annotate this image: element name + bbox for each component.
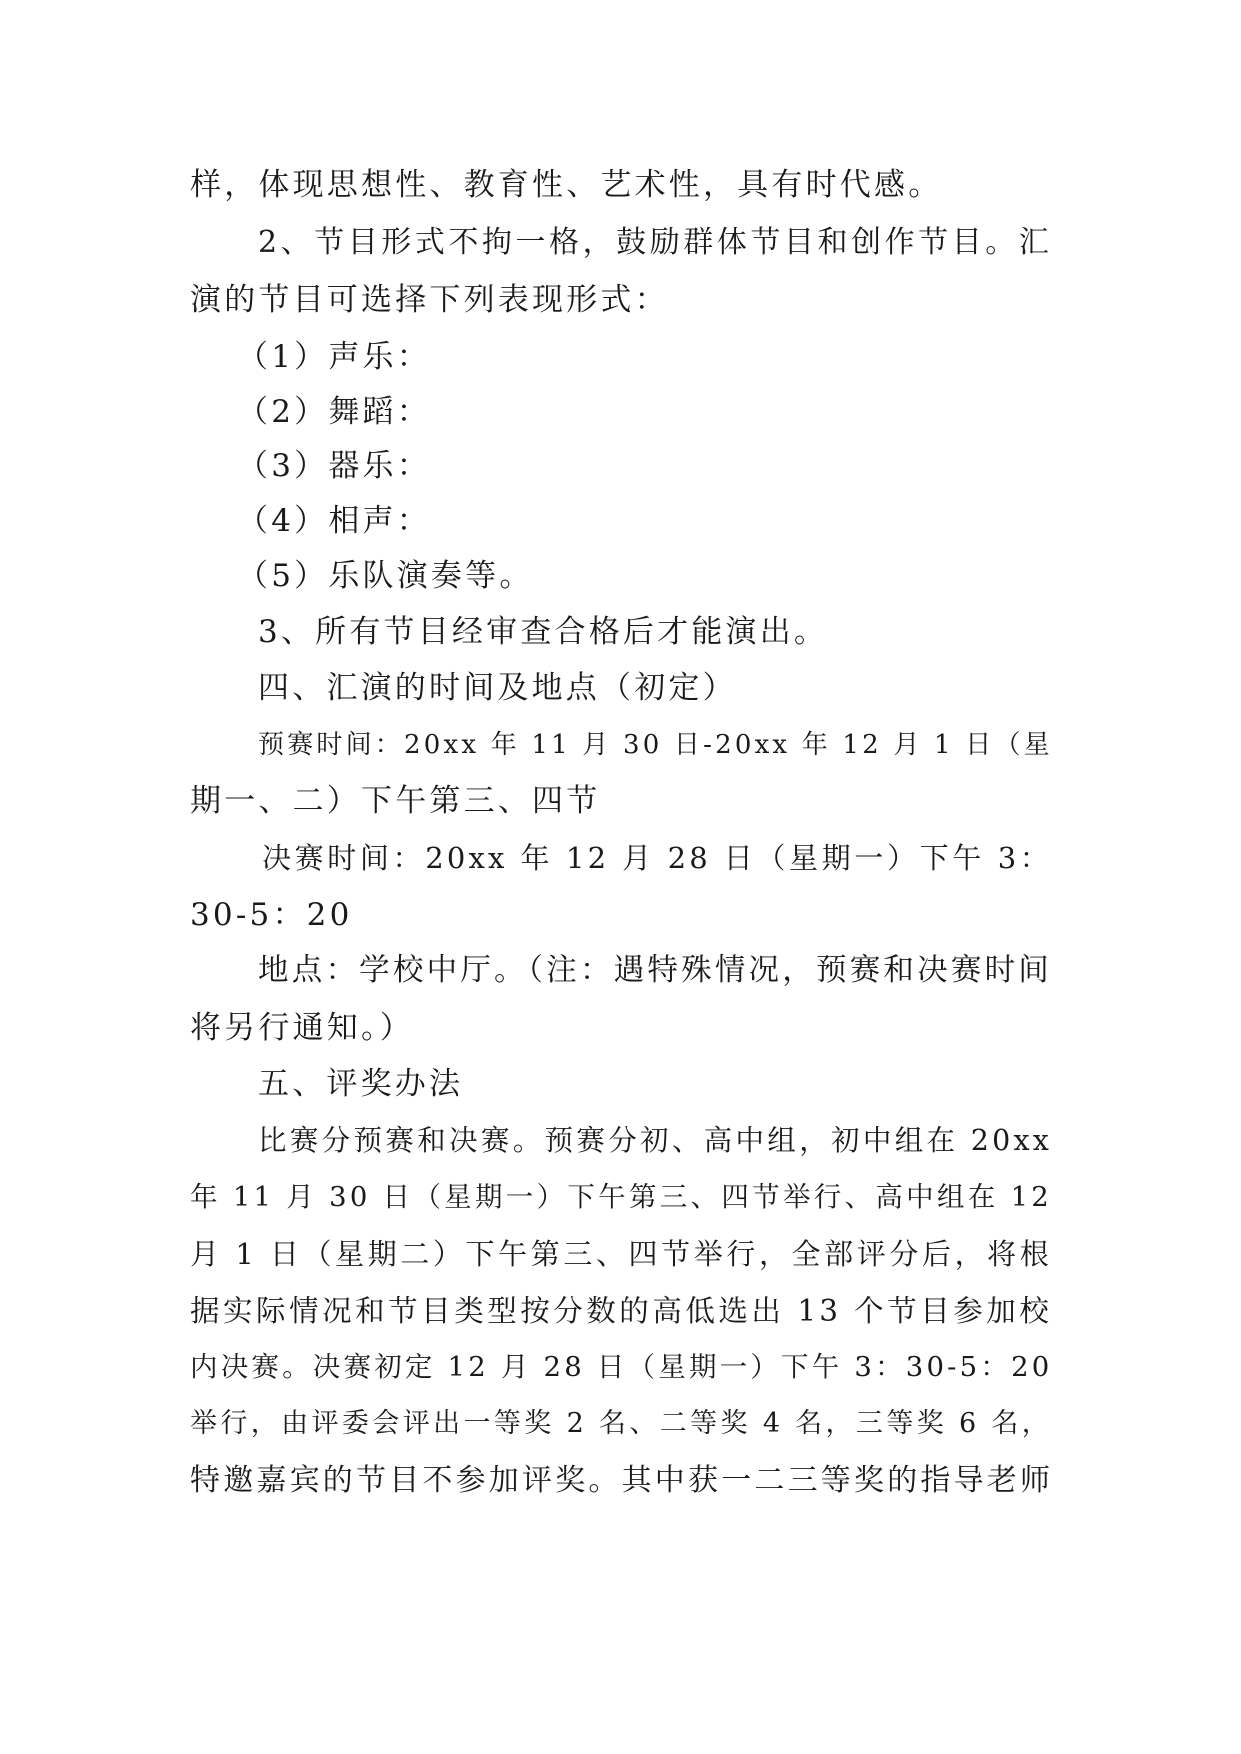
text-line: 特邀嘉宾的节目不参加评奖。其中获一二三等奖的指导老师 [190,1463,1054,1498]
text-line: 决赛时间：20xx 年 12 月 28 日（星期一）下午 3： [262,841,1052,875]
text-line: 2、节目形式不拘一格，鼓励群体节目和创作节目。汇 [258,225,1052,260]
section-heading: 四、汇演的时间及地点（初定） [258,670,737,706]
list-item: （2）舞蹈： [237,394,431,430]
text-line: 预赛时间：20xx 年 11 月 30 日-20xx 年 12 月 1 日（星 [258,730,1053,760]
list-item: （4）相声： [237,503,431,539]
text-line: 举行，由评委会评出一等奖 2 名、二等奖 4 名，三等奖 6 名， [190,1408,1052,1439]
text-line: 将另行通知。） [190,1010,414,1046]
list-item: （1）声乐： [237,339,431,375]
text-line: 3、所有节目经审查合格后才能演出。 [258,614,829,650]
text-line: 比赛分预赛和决赛。预赛分初、高中组，初中组在 20xx [258,1124,1052,1157]
text-line: 样，体现思想性、教育性、艺术性，具有时代感。 [190,167,943,203]
section-heading: 五、评奖办法 [258,1066,464,1102]
text-line: 期一、二）下午第三、四节 [190,783,601,819]
text-line: 年 11 月 30 日（星期一）下午第三、四节举行、高中组在 12 [190,1181,1052,1213]
text-line: 据实际情况和节目类型按分数的高低选出 13 个节目参加校 [190,1294,1052,1328]
list-item: （3）器乐： [237,448,431,484]
list-item: （5）乐队演奏等。 [237,558,534,594]
text-line: 演的节目可选择下列表现形式： [190,282,669,318]
text-line: 地点：学校中厅。（注：遇特殊情况，预赛和决赛时间 [258,953,1052,988]
text-line: 内决赛。决赛初定 12 月 28 日（星期一）下午 3：30-5：20 [190,1351,1053,1383]
text-line: 月 1 日（星期二）下午第三、四节举行，全部评分后，将根 [190,1237,1052,1271]
text-line: 30-5：20 [190,897,353,933]
